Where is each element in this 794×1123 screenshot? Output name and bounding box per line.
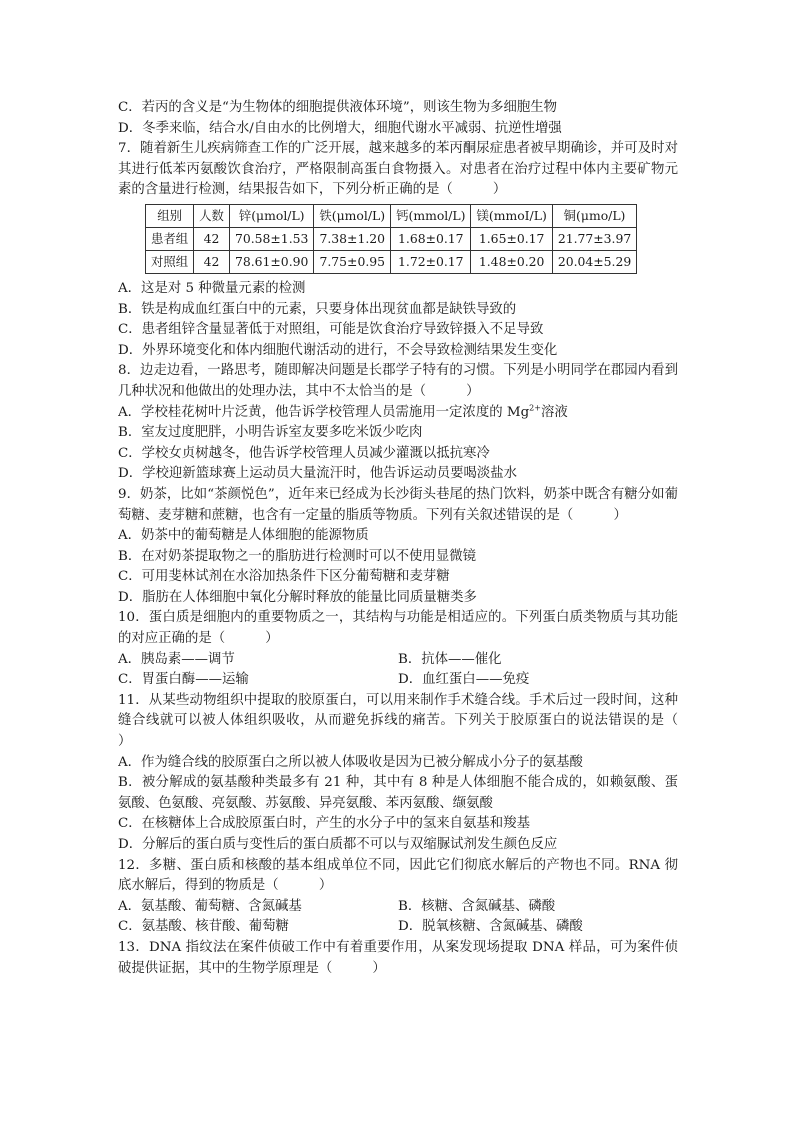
q10-options-row <box>118 650 678 671</box>
table-cell: 1.68±0.17 <box>391 227 471 250</box>
table-cell: 1.48±0.20 <box>471 250 552 273</box>
q12-option-c: C．氨基酸、核苷酸、葡萄糖 <box>118 919 289 935</box>
q7-option-d: D．外界环境变化和体内细胞代谢活动的进行，不会导致检测结果发生变化 <box>118 342 558 358</box>
table-cell: 7.75±0.95 <box>314 250 391 273</box>
q13-stem: 13．DNA 指纹法在案件侦破工作中有着重要作用，从案发现场提取 DNA 样品，可为案件侦破提供证据，其中的生物学原理是（ ） <box>118 939 678 976</box>
table-header-cell: 人数 <box>194 204 230 227</box>
q10-option-b: B．抗体——催化 <box>398 651 502 667</box>
table-cell: 78.61±0.90 <box>229 250 313 273</box>
q8-option-a-charge: 2+ <box>529 403 541 413</box>
q12-options-row <box>118 917 678 938</box>
q8-option-a <box>118 403 678 424</box>
table-cell: 7.38±1.20 <box>314 227 391 250</box>
q11-option-d: D．分解后的蛋白质与变性后的蛋白质都不可以与双缩脲试剂发生颜色反应 <box>118 837 558 852</box>
q6-option-c: C．若丙的含义是“为生物体的细胞提供液体环境”，则该生物为多细胞生物 <box>118 100 558 115</box>
q7-option-a: A．这是对 5 种微量元素的检测 <box>118 280 306 296</box>
table-row <box>146 250 637 273</box>
q9-option-a: A．奶茶中的葡萄糖是人体细胞的能源物质 <box>118 528 369 544</box>
q8-option-a-text: A．学校桂花树叶片泛黄，他告诉学校管理人员需施用一定浓度的 Mg <box>118 404 530 420</box>
q8-option-c: C．学校女贞树越冬，他告诉学校管理人员减少灌溉以抵抗寒冷 <box>118 445 490 461</box>
q12-stem: 12．多糖、蛋白质和核酸的基本组成单位不同，因此它们彻底水解后的产物也不同。RNA 彻底水解后，得到的物质是（ ） <box>118 857 678 894</box>
table-cell: 患者组 <box>146 227 194 250</box>
q7-option-b: B．铁是构成血红蛋白中的元素，只要身体出现贫血都是缺铁导致的 <box>118 301 517 317</box>
q7-mineral-table <box>145 204 637 274</box>
table-cell: 20.04±5.29 <box>552 250 636 273</box>
q10-stem: 10．蛋白质是细胞内的重要物质之一，其结构与功能是相适应的。下列蛋白质类物质与其功能的对应正确的是（ ） <box>118 610 678 647</box>
table-header-cell: 锌(μmol/L) <box>229 204 313 227</box>
q8-option-a-suffix: 溶液 <box>540 404 568 420</box>
q7-option-c: C．患者组锌含量显著低于对照组，可能是饮食治疗导致锌摄入不足导致 <box>118 322 544 338</box>
table-header-cell: 镁(mmoI/L) <box>471 204 552 227</box>
q8-stem: 8．边走边看，一路思考，随即解决问题是长郡学子特有的习惯。下列是小明同学在郡园内看到几种状况和他做出的处理办法，其中不太恰当的是（ ） <box>118 363 678 399</box>
q7-stem: 7．随着新生儿疾病筛查工作的广泛开展，越来越多的苯丙酮尿症患者被早期确诊，并可及时对其进行低苯丙氨酸饮食治疗，严格限制高蛋白食物摄入。对患者在治疗过程中体内主要矿物元素的含量进行检测，结果报告如下，下列分析正确的是（ ） <box>118 141 678 198</box>
q9-option-d: D．脂肪在人体细胞中氧化分解时释放的能量比同质量糖类多 <box>118 589 477 605</box>
q9-option-c: C．可用斐林试剂在水浴加热条件下区分葡萄糖和麦芽糖 <box>118 569 450 585</box>
q11-option-a: A．作为缝合线的胶原蛋白之所以被人体吸收是因为已被分解成小分子的氨基酸 <box>118 754 583 770</box>
table-header-cell: 钙(mmol/L) <box>391 204 471 227</box>
q8-option-b: B．室友过度肥胖，小明告诉室友要多吃米饭少吃肉 <box>118 425 423 441</box>
q12-option-d: D．脱氧核糖、含氮碱基、磷酸 <box>398 919 583 935</box>
q9-option-b: B．在对奶茶提取物之一的脂肪进行检测时可以不使用显微镜 <box>118 548 476 564</box>
table-cell: 42 <box>194 250 230 273</box>
q10-option-a: A．胰岛素——调节 <box>118 651 235 667</box>
table-header-cell: 组别 <box>146 204 194 227</box>
q11-option-b: B．被分解成的氨基酸种类最多有 21 种，其中有 8 种是人体细胞不能合成的，如赖氨酸、蛋氨酸、色氨酸、亮氨酸、苏氨酸、异亮氨酸、苯丙氨酸、缬氨酸 <box>118 775 678 811</box>
q11-stem: 11．从某些动物组织中提取的胶原蛋白，可以用来制作手术缝合线。手术后过一段时间，这种缝合线就可以被人体组织吸收，从而避免拆线的痛苦。下列关于胶原蛋白的说法错误的是（ ） <box>118 692 719 750</box>
exam-page <box>118 98 719 979</box>
table-cell: 42 <box>194 227 230 250</box>
q8-option-d: D．学校迎新篮球赛上运动员大量流汗时，他告诉运动员要喝淡盐水 <box>118 466 518 482</box>
q12-option-b: B．核糖、含氮碱基、磷酸 <box>398 898 556 914</box>
table-header-cell: 铁(μmol/L) <box>314 204 391 227</box>
table-header-row <box>146 204 637 227</box>
table-header-cell: 铜(μmo/L) <box>552 204 636 227</box>
table-cell: 对照组 <box>146 250 194 273</box>
q10-options-row <box>118 670 678 691</box>
table-cell: 70.58±1.53 <box>229 227 313 250</box>
q10-option-c: C．胃蛋白酶——运输 <box>118 672 249 688</box>
q11-option-c: C．在核糖体上合成胶原蛋白时，产生的水分子中的氢来自氨基和羧基 <box>118 816 530 832</box>
table-cell: 1.72±0.17 <box>391 250 471 273</box>
table-cell: 1.65±0.17 <box>471 227 552 250</box>
q12-option-a: A．氨基酸、葡萄糖、含氮碱基 <box>118 898 302 914</box>
q9-stem: 9．奶茶，比如“茶颜悦色”，近年来已经成为长沙街头巷尾的热门饮料，奶茶中既含有糖分如葡萄糖、麦芽糖和蔗糖，也含有一定量的脂质等物质。下列有关叙述错误的是（ ） <box>118 486 678 523</box>
table-row <box>146 227 637 250</box>
q10-option-d: D．血红蛋白——免疫 <box>398 672 530 688</box>
table-cell: 21.77±3.97 <box>552 227 636 250</box>
q6-option-d: D．冬季来临，结合水/自由水的比例增大，细胞代谢水平减弱、抗逆性增强 <box>118 120 562 136</box>
q12-options-row <box>118 897 678 918</box>
